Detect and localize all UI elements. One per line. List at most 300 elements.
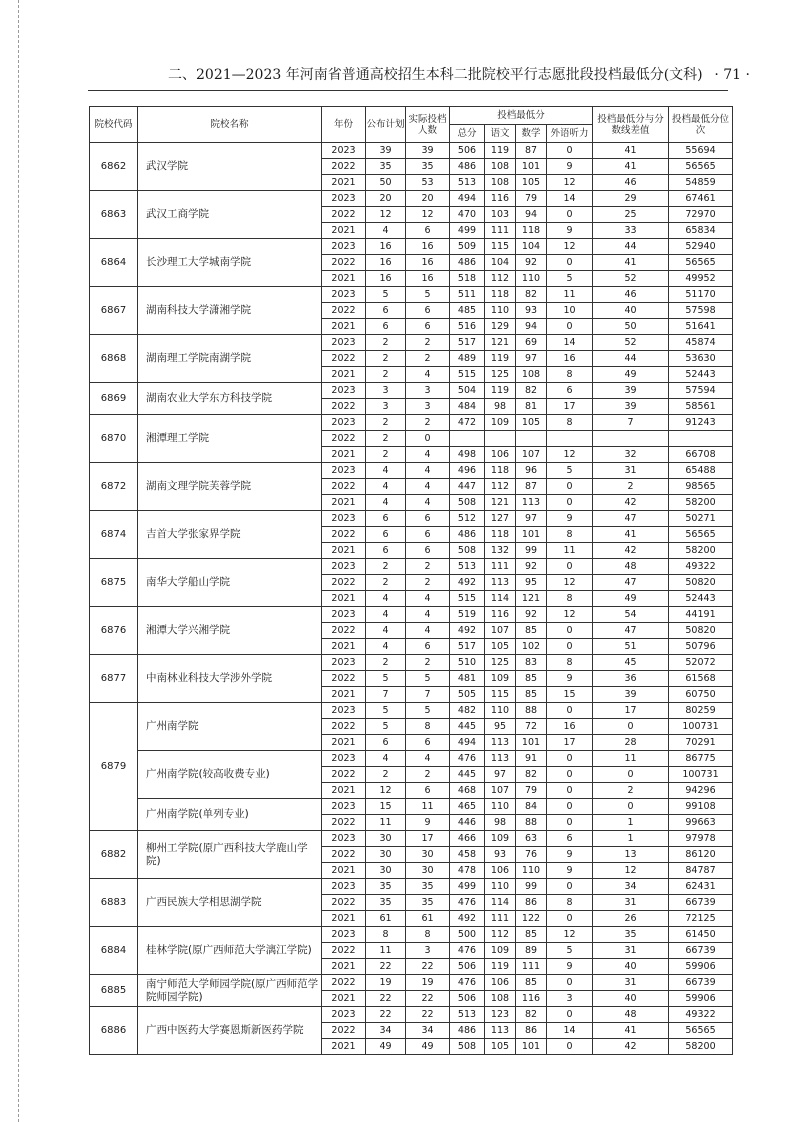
cell-plan: 2 — [366, 559, 406, 575]
col-header-name: 院校名称 — [138, 107, 322, 143]
cell-diff: 46 — [593, 175, 669, 191]
cell-total: 486 — [450, 527, 485, 543]
cell-math: 89 — [516, 943, 547, 959]
cell-total: 485 — [450, 303, 485, 319]
cell-rank: 45874 — [669, 335, 733, 351]
cell-diff: 31 — [593, 463, 669, 479]
cell-math: 122 — [516, 911, 547, 927]
cell-total: 505 — [450, 687, 485, 703]
cell-year: 2023 — [322, 335, 366, 351]
cell-diff: 42 — [593, 495, 669, 511]
cell-diff: 40 — [593, 303, 669, 319]
cell-rank: 57598 — [669, 303, 733, 319]
cell-chinese: 109 — [485, 415, 516, 431]
cell-total: 478 — [450, 863, 485, 879]
cell-total: 492 — [450, 623, 485, 639]
cell-plan: 2 — [366, 367, 406, 383]
cell-actual: 35 — [406, 159, 450, 175]
cell-plan: 4 — [366, 623, 406, 639]
cell-total: 515 — [450, 591, 485, 607]
cell-plan: 22 — [366, 991, 406, 1007]
cell-plan: 6 — [366, 303, 406, 319]
col-header-rank: 投档最低分位次 — [669, 107, 733, 143]
cell-year: 2021 — [322, 591, 366, 607]
cell-diff: 52 — [593, 271, 669, 287]
cell-chinese: 105 — [485, 639, 516, 655]
cell-rank: 66739 — [669, 895, 733, 911]
cell-math: 99 — [516, 543, 547, 559]
binding-margin — [10, 0, 19, 1122]
cell-diff: 39 — [593, 383, 669, 399]
cell-listening: 12 — [547, 447, 593, 463]
cell-total: 476 — [450, 751, 485, 767]
cell-plan: 11 — [366, 815, 406, 831]
cell-math: 94 — [516, 319, 547, 335]
cell-actual: 22 — [406, 1007, 450, 1023]
cell-year: 2023 — [322, 1007, 366, 1023]
cell-actual: 6 — [406, 543, 450, 559]
cell-year: 2023 — [322, 463, 366, 479]
cell-total: 511 — [450, 287, 485, 303]
cell-listening: 6 — [547, 383, 593, 399]
page-title: 二、2021—2023 年河南省普通高校招生本科二批院校平行志愿批段投档最低分(文科) — [168, 67, 703, 83]
cell-math: 108 — [516, 367, 547, 383]
cell-total: 508 — [450, 1039, 485, 1055]
cell-math: 79 — [516, 191, 547, 207]
cell-actual: 39 — [406, 143, 450, 159]
cell-plan: 2 — [366, 415, 406, 431]
cell-chinese: 115 — [485, 687, 516, 703]
cell-total: 492 — [450, 575, 485, 591]
cell-chinese: 111 — [485, 223, 516, 239]
cell-listening: 17 — [547, 735, 593, 751]
cell-total — [450, 431, 485, 447]
cell-rank: 84787 — [669, 863, 733, 879]
cell-year: 2021 — [322, 959, 366, 975]
cell-year: 2021 — [322, 991, 366, 1007]
cell-total: 512 — [450, 511, 485, 527]
cell-chinese: 106 — [485, 863, 516, 879]
cell-diff: 49 — [593, 591, 669, 607]
cell-total: 484 — [450, 399, 485, 415]
cell-actual: 2 — [406, 575, 450, 591]
cell-math: 101 — [516, 527, 547, 543]
cell-actual: 2 — [406, 415, 450, 431]
cell-plan: 2 — [366, 655, 406, 671]
cell-rank: 58561 — [669, 399, 733, 415]
cell-chinese: 110 — [485, 703, 516, 719]
cell-diff: 41 — [593, 527, 669, 543]
school-name: 广州南学院 — [138, 703, 322, 751]
cell-diff: 31 — [593, 895, 669, 911]
cell-year: 2022 — [322, 303, 366, 319]
school-code: 6886 — [90, 1007, 138, 1055]
cell-total: 517 — [450, 335, 485, 351]
cell-actual: 53 — [406, 175, 450, 191]
cell-listening: 0 — [547, 703, 593, 719]
cell-rank: 53630 — [669, 351, 733, 367]
cell-rank: 99663 — [669, 815, 733, 831]
cell-plan: 4 — [366, 607, 406, 623]
cell-actual: 3 — [406, 399, 450, 415]
cell-listening: 0 — [547, 767, 593, 783]
cell-listening: 0 — [547, 255, 593, 271]
col-header-year: 年份 — [322, 107, 366, 143]
school-name: 桂林学院(原广西师范大学漓江学院) — [138, 927, 322, 975]
school-code: 6872 — [90, 463, 138, 511]
cell-year: 2022 — [322, 527, 366, 543]
cell-total: 445 — [450, 719, 485, 735]
cell-diff: 42 — [593, 543, 669, 559]
cell-rank: 62431 — [669, 879, 733, 895]
cell-math: 72 — [516, 719, 547, 735]
school-code: 6864 — [90, 239, 138, 287]
cell-actual: 2 — [406, 559, 450, 575]
cell-plan: 6 — [366, 735, 406, 751]
cell-listening: 8 — [547, 655, 593, 671]
cell-diff: 41 — [593, 159, 669, 175]
school-code: 6879 — [90, 703, 138, 831]
cell-diff: 48 — [593, 559, 669, 575]
cell-total: 458 — [450, 847, 485, 863]
cell-diff: 54 — [593, 607, 669, 623]
cell-chinese: 112 — [485, 271, 516, 287]
school-code: 6883 — [90, 879, 138, 927]
cell-listening: 9 — [547, 863, 593, 879]
cell-actual: 22 — [406, 959, 450, 975]
cell-plan: 20 — [366, 191, 406, 207]
cell-rank: 65488 — [669, 463, 733, 479]
cell-year: 2022 — [322, 351, 366, 367]
cell-year: 2022 — [322, 623, 366, 639]
cell-actual: 5 — [406, 703, 450, 719]
cell-diff: 45 — [593, 655, 669, 671]
cell-total: 468 — [450, 783, 485, 799]
cell-listening: 0 — [547, 559, 593, 575]
cell-year: 2022 — [322, 431, 366, 447]
cell-actual: 4 — [406, 463, 450, 479]
cell-chinese: 113 — [485, 735, 516, 751]
cell-total: 445 — [450, 767, 485, 783]
cell-math: 96 — [516, 463, 547, 479]
cell-actual: 22 — [406, 991, 450, 1007]
cell-math: 86 — [516, 895, 547, 911]
cell-listening: 15 — [547, 687, 593, 703]
cell-diff: 12 — [593, 863, 669, 879]
col-header-listening: 外语听力 — [547, 125, 593, 143]
table-row — [90, 559, 733, 575]
cell-diff: 52 — [593, 335, 669, 351]
cell-math: 94 — [516, 207, 547, 223]
cell-math: 81 — [516, 399, 547, 415]
cell-listening: 0 — [547, 623, 593, 639]
school-name: 吉首大学张家界学院 — [138, 511, 322, 559]
cell-math — [516, 431, 547, 447]
cell-math: 101 — [516, 735, 547, 751]
cell-year: 2022 — [322, 255, 366, 271]
cell-rank: 80259 — [669, 703, 733, 719]
cell-diff: 40 — [593, 991, 669, 1007]
cell-year: 2023 — [322, 287, 366, 303]
cell-rank: 55694 — [669, 143, 733, 159]
cell-diff: 41 — [593, 143, 669, 159]
cell-math: 113 — [516, 495, 547, 511]
cell-diff: 0 — [593, 799, 669, 815]
cell-year: 2022 — [322, 399, 366, 415]
cell-plan: 39 — [366, 143, 406, 159]
cell-actual: 30 — [406, 863, 450, 879]
cell-listening: 9 — [547, 671, 593, 687]
cell-listening: 0 — [547, 911, 593, 927]
school-name: 南华大学船山学院 — [138, 559, 322, 607]
cell-diff: 32 — [593, 447, 669, 463]
cell-actual: 2 — [406, 767, 450, 783]
cell-chinese: 119 — [485, 959, 516, 975]
cell-actual: 6 — [406, 303, 450, 319]
cell-rank: 100731 — [669, 767, 733, 783]
cell-diff: 42 — [593, 1039, 669, 1055]
cell-diff: 28 — [593, 735, 669, 751]
cell-chinese: 109 — [485, 943, 516, 959]
cell-diff: 13 — [593, 847, 669, 863]
cell-diff — [593, 431, 669, 447]
cell-diff: 48 — [593, 1007, 669, 1023]
cell-rank: 70291 — [669, 735, 733, 751]
cell-chinese: 121 — [485, 495, 516, 511]
cell-actual: 19 — [406, 975, 450, 991]
cell-total: 504 — [450, 383, 485, 399]
cell-chinese: 103 — [485, 207, 516, 223]
cell-plan: 2 — [366, 335, 406, 351]
cell-diff: 7 — [593, 415, 669, 431]
cell-actual: 4 — [406, 367, 450, 383]
cell-rank: 51170 — [669, 287, 733, 303]
cell-rank: 59906 — [669, 959, 733, 975]
cell-total: 446 — [450, 815, 485, 831]
cell-math: 111 — [516, 959, 547, 975]
cell-chinese: 107 — [485, 783, 516, 799]
cell-math: 85 — [516, 927, 547, 943]
cell-listening: 8 — [547, 367, 593, 383]
cell-listening: 0 — [547, 143, 593, 159]
cell-actual: 4 — [406, 607, 450, 623]
school-name: 柳州工学院(原广西科技大学鹿山学院) — [138, 831, 322, 879]
cell-listening: 9 — [547, 959, 593, 975]
cell-rank: 98565 — [669, 479, 733, 495]
cell-actual: 3 — [406, 943, 450, 959]
cell-actual: 35 — [406, 895, 450, 911]
cell-plan: 2 — [366, 575, 406, 591]
cell-rank: 72125 — [669, 911, 733, 927]
cell-rank: 52443 — [669, 367, 733, 383]
cell-listening: 12 — [547, 575, 593, 591]
cell-rank: 58200 — [669, 1039, 733, 1055]
cell-year: 2021 — [322, 271, 366, 287]
cell-listening: 0 — [547, 639, 593, 655]
cell-year: 2021 — [322, 543, 366, 559]
cell-actual: 6 — [406, 639, 450, 655]
cell-chinese: 118 — [485, 287, 516, 303]
table-row — [90, 975, 733, 991]
cell-total: 509 — [450, 239, 485, 255]
cell-plan: 50 — [366, 175, 406, 191]
cell-total: 486 — [450, 1023, 485, 1039]
cell-chinese: 112 — [485, 927, 516, 943]
cell-total: 508 — [450, 495, 485, 511]
col-header-plan: 公布计划 — [366, 107, 406, 143]
school-code: 6867 — [90, 287, 138, 335]
cell-actual: 30 — [406, 847, 450, 863]
cell-listening: 0 — [547, 1007, 593, 1023]
col-header-diff: 投档最低分与分数线差值 — [593, 107, 669, 143]
cell-plan: 16 — [366, 271, 406, 287]
cell-year: 2021 — [322, 1039, 366, 1055]
cell-total: 489 — [450, 351, 485, 367]
cell-diff: 35 — [593, 927, 669, 943]
cell-math: 99 — [516, 879, 547, 895]
cell-actual: 0 — [406, 431, 450, 447]
cell-math: 92 — [516, 255, 547, 271]
cell-total: 519 — [450, 607, 485, 623]
cell-math: 87 — [516, 479, 547, 495]
cell-total: 513 — [450, 559, 485, 575]
school-code: 6885 — [90, 975, 138, 1007]
cell-rank: 91243 — [669, 415, 733, 431]
cell-plan: 6 — [366, 511, 406, 527]
cell-diff: 44 — [593, 239, 669, 255]
cell-year: 2021 — [322, 495, 366, 511]
cell-diff: 1 — [593, 815, 669, 831]
cell-math: 88 — [516, 703, 547, 719]
school-name: 广州南学院(较高收费专业) — [138, 751, 322, 799]
cell-math: 97 — [516, 511, 547, 527]
cell-year: 2021 — [322, 319, 366, 335]
cell-rank: 86775 — [669, 751, 733, 767]
cell-rank: 54859 — [669, 175, 733, 191]
cell-diff: 49 — [593, 367, 669, 383]
cell-rank: 51641 — [669, 319, 733, 335]
cell-diff: 40 — [593, 959, 669, 975]
cell-plan: 3 — [366, 383, 406, 399]
cell-diff: 31 — [593, 975, 669, 991]
cell-plan: 30 — [366, 863, 406, 879]
cell-chinese: 110 — [485, 303, 516, 319]
cell-rank: 56565 — [669, 159, 733, 175]
cell-actual: 5 — [406, 671, 450, 687]
cell-rank: 59906 — [669, 991, 733, 1007]
cell-actual: 16 — [406, 271, 450, 287]
cell-total: 481 — [450, 671, 485, 687]
cell-plan: 11 — [366, 943, 406, 959]
cell-listening: 0 — [547, 975, 593, 991]
cell-math: 105 — [516, 415, 547, 431]
cell-total: 496 — [450, 463, 485, 479]
cell-year: 2023 — [322, 239, 366, 255]
cell-chinese: 125 — [485, 655, 516, 671]
school-code: 6868 — [90, 335, 138, 383]
school-code: 6877 — [90, 655, 138, 703]
cell-diff: 17 — [593, 703, 669, 719]
cell-diff: 1 — [593, 831, 669, 847]
cell-actual: 49 — [406, 1039, 450, 1055]
cell-listening: 12 — [547, 175, 593, 191]
cell-listening: 0 — [547, 879, 593, 895]
cell-actual: 16 — [406, 255, 450, 271]
cell-rank: 61568 — [669, 671, 733, 687]
cell-chinese: 110 — [485, 799, 516, 815]
cell-total: 510 — [450, 655, 485, 671]
cell-rank: 56565 — [669, 255, 733, 271]
cell-year: 2021 — [322, 447, 366, 463]
table-row — [90, 463, 733, 479]
table-row — [90, 415, 733, 431]
cell-math: 91 — [516, 751, 547, 767]
cell-year: 2023 — [322, 191, 366, 207]
cell-listening: 10 — [547, 303, 593, 319]
cell-listening — [547, 431, 593, 447]
cell-math: 76 — [516, 847, 547, 863]
cell-plan: 61 — [366, 911, 406, 927]
cell-rank: 86120 — [669, 847, 733, 863]
cell-chinese: 119 — [485, 351, 516, 367]
cell-total: 486 — [450, 159, 485, 175]
cell-math: 69 — [516, 335, 547, 351]
cell-total: 506 — [450, 991, 485, 1007]
table-row — [90, 703, 733, 719]
col-header-math: 数学 — [516, 125, 547, 143]
cell-plan: 22 — [366, 1007, 406, 1023]
school-code: 6875 — [90, 559, 138, 607]
school-code: 6862 — [90, 143, 138, 191]
cell-actual: 5 — [406, 287, 450, 303]
cell-chinese — [485, 431, 516, 447]
cell-math: 101 — [516, 1039, 547, 1055]
cell-year: 2023 — [322, 831, 366, 847]
cell-actual: 4 — [406, 495, 450, 511]
cell-listening: 17 — [547, 399, 593, 415]
cell-chinese: 108 — [485, 991, 516, 1007]
cell-rank: 72970 — [669, 207, 733, 223]
cell-plan: 6 — [366, 319, 406, 335]
cell-year: 2021 — [322, 863, 366, 879]
cell-total: 506 — [450, 959, 485, 975]
table-row — [90, 191, 733, 207]
cell-year: 2023 — [322, 143, 366, 159]
cell-plan: 4 — [366, 751, 406, 767]
school-code: 6874 — [90, 511, 138, 559]
cell-rank: 61450 — [669, 927, 733, 943]
cell-listening: 16 — [547, 719, 593, 735]
cell-listening: 8 — [547, 591, 593, 607]
cell-listening: 14 — [547, 191, 593, 207]
cell-chinese: 123 — [485, 1007, 516, 1023]
cell-chinese: 113 — [485, 575, 516, 591]
cell-actual: 6 — [406, 735, 450, 751]
cell-year: 2023 — [322, 879, 366, 895]
cell-plan: 4 — [366, 495, 406, 511]
cell-year: 2021 — [322, 735, 366, 751]
cell-rank: 100731 — [669, 719, 733, 735]
cell-diff: 36 — [593, 671, 669, 687]
table-row — [90, 879, 733, 895]
cell-total: 500 — [450, 927, 485, 943]
cell-chinese: 97 — [485, 767, 516, 783]
cell-math: 97 — [516, 351, 547, 367]
cell-plan: 35 — [366, 895, 406, 911]
col-header-min-score-group: 投档最低分 — [450, 107, 593, 125]
cell-diff: 41 — [593, 255, 669, 271]
cell-plan: 35 — [366, 159, 406, 175]
